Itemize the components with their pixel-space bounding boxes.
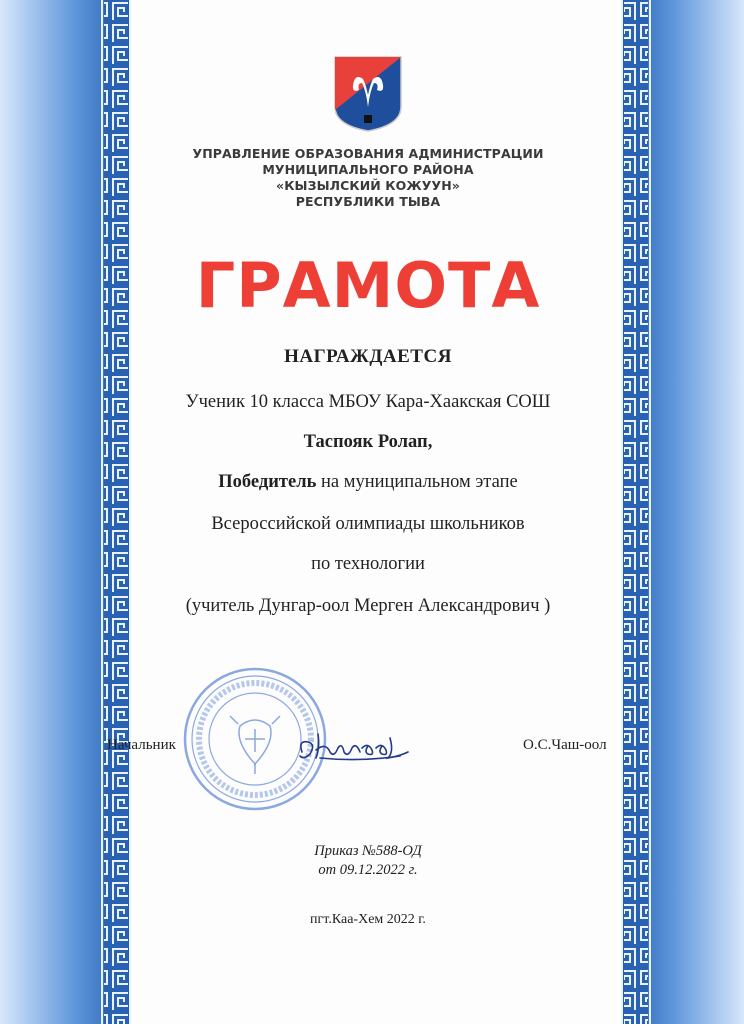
award-reason — [150, 470, 586, 494]
org-line-2: МУНИЦИПАЛЬНОГО РАЙОНА — [262, 162, 474, 177]
issuing-organization — [150, 146, 586, 210]
order-number: Приказ №588-ОД — [314, 843, 422, 859]
winner-word: Победитель — [218, 472, 317, 492]
pupil-description: Ученик 10 класса МБОУ Кара-Хаакская СОШ — [185, 392, 551, 412]
teacher-name: (учитель Дунгар-оол Мерген Александрович ) — [185, 596, 551, 616]
right-ornament-border — [616, 0, 744, 1024]
certificate-title: ГРАМОТА — [195, 249, 541, 322]
signature — [290, 718, 410, 768]
order-date: от 09.12.2022 г. — [318, 862, 418, 878]
signatory-position: Начальник — [107, 737, 176, 753]
org-line-1: УПРАВЛЕНИЕ ОБРАЗОВАНИЯ АДМИНИСТРАЦИИ — [192, 146, 544, 161]
org-line-4: РЕСПУБЛИКИ ТЫВА — [295, 194, 441, 209]
awarded-heading: НАГРАЖДАЕТСЯ — [284, 346, 452, 367]
org-line-3: «КЫЗЫЛСКИЙ КОЖУУН» — [276, 178, 460, 193]
olympiad-subject: по технологии — [311, 554, 425, 574]
signatory-name: О.С.Чаш-оол — [523, 737, 607, 753]
recipient-name: Таспояк Ролап, — [303, 432, 433, 452]
left-ornament-border — [0, 0, 136, 1024]
district-coat-of-arms-icon — [333, 55, 403, 133]
winner-stage: на муниципальном этапе — [316, 472, 518, 492]
place-and-year: пгт.Каа-Хем 2022 г. — [310, 912, 426, 927]
olympiad-name: Всероссийской олимпиады школьников — [211, 514, 525, 534]
